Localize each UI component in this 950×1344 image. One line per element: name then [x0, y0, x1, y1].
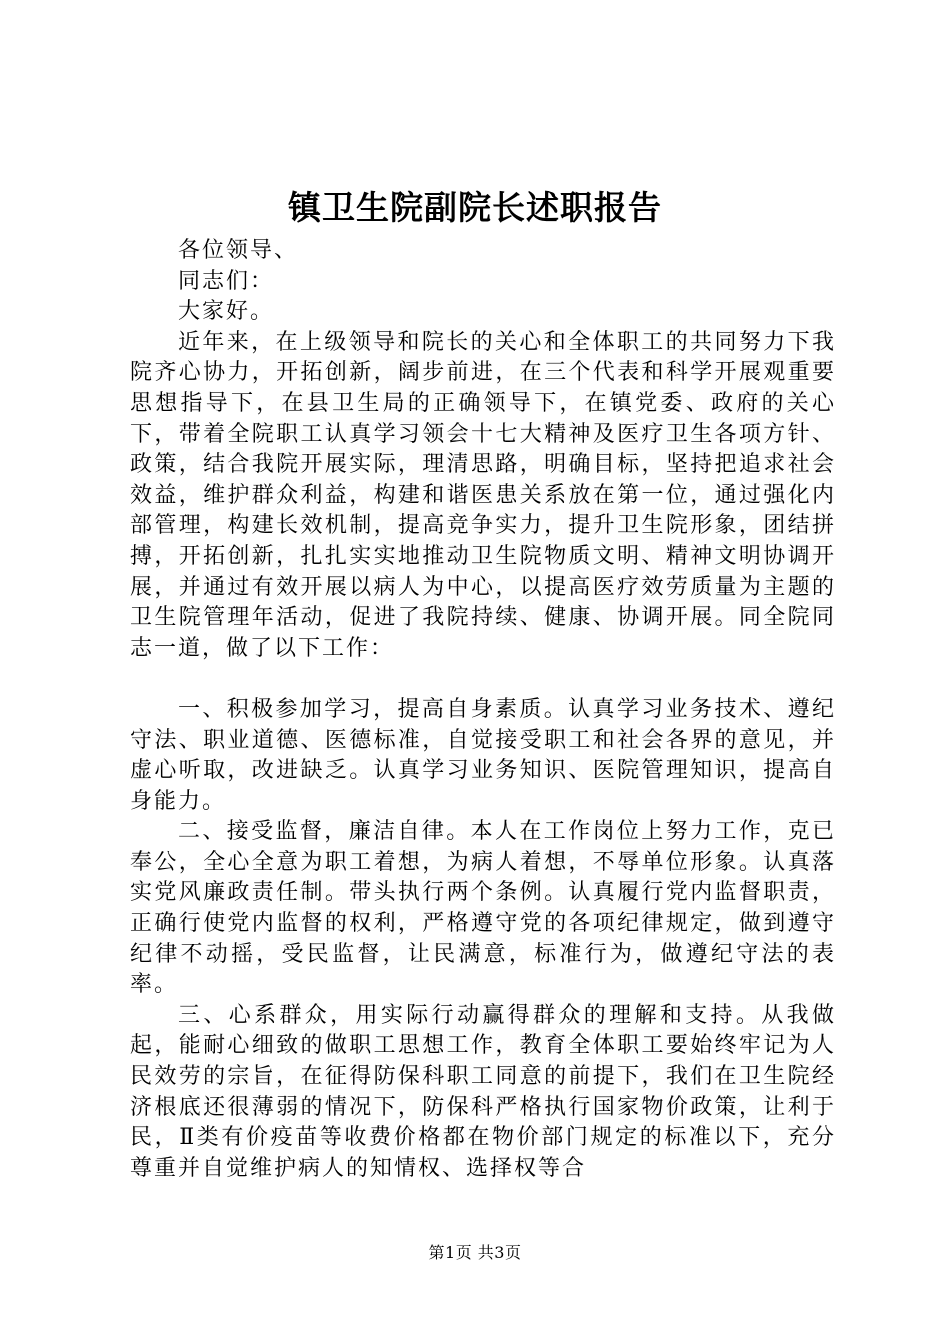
section-three-paragraph: 三、心系群众，用实际行动赢得群众的理解和支持。从我做起，能耐心细致的做职工思想工作，教育全体职工要始终牢记为人民效劳的宗旨，在征得防保科职工同意的前提下，我们在卫生院经济根底还很薄弱的情况下，防保科严格执行国家物价政策，让利于民，Ⅱ类有价疫苗等收费价格都在物价部门规定的标准以下，充分尊重并自觉维护病人的知情权、选择权等合	[130, 1002, 836, 1181]
intro-paragraph: 近年来，在上级领导和院长的关心和全体职工的共同努力下我院齐心协力，开拓创新，阔步前进，在三个代表和科学开展观重要思想指导下，在县卫生局的正确领导下，在镇党委、政府的关心下，带着全院职工认真学习领会十七大精神及医疗卫生各项方针、政策，结合我院开展实际，理清思路，明确目标，坚持把追求社会效益，维护群众利益，构建和谐医患关系放在第一位，通过强化内部管理，构建长效机制，提高竞争实力，提升卫生院形象，团结拼搏，开拓创新，扎扎实实地推动卫生院物质文明、精神文明协调开展，并通过有效开展以病人为中心，以提高医疗效劳质量为主题的卫生院管理年活动，促进了我院持续、健康、协调开展。同全院同志一道，做了以下工作：	[130, 329, 836, 661]
section-two-paragraph: 二、接受监督，廉洁自律。本人在工作岗位上努力工作，克已奉公，全心全意为职工着想，为病人着想，不辱单位形象。认真落实党风廉政责任制。带头执行两个条例。认真履行党内监督职责，正确行使党内监督的权利，严格遵守党的各项纪律规定，做到遵守纪律不动摇，受民监督，让民满意，标准行为，做遵纪守法的表率。	[130, 819, 836, 998]
greeting: 大家好。	[178, 299, 275, 325]
salutation-comrades: 同志们：	[178, 268, 275, 294]
section-one-paragraph: 一、积极参加学习，提高自身素质。认真学习业务技术、遵纪守法、职业道德、医德标准，自觉接受职工和社会各界的意见，并虚心听取，改进缺乏。认真学习业务知识、医院管理知识，提高自身能力。	[130, 696, 836, 814]
page-footer: 第1页 共3页	[428, 1243, 522, 1262]
document-title: 镇卫生院副院长述职报告	[288, 188, 662, 227]
salutation-leaders: 各位领导、	[178, 238, 299, 263]
document-body	[130, 236, 836, 1184]
